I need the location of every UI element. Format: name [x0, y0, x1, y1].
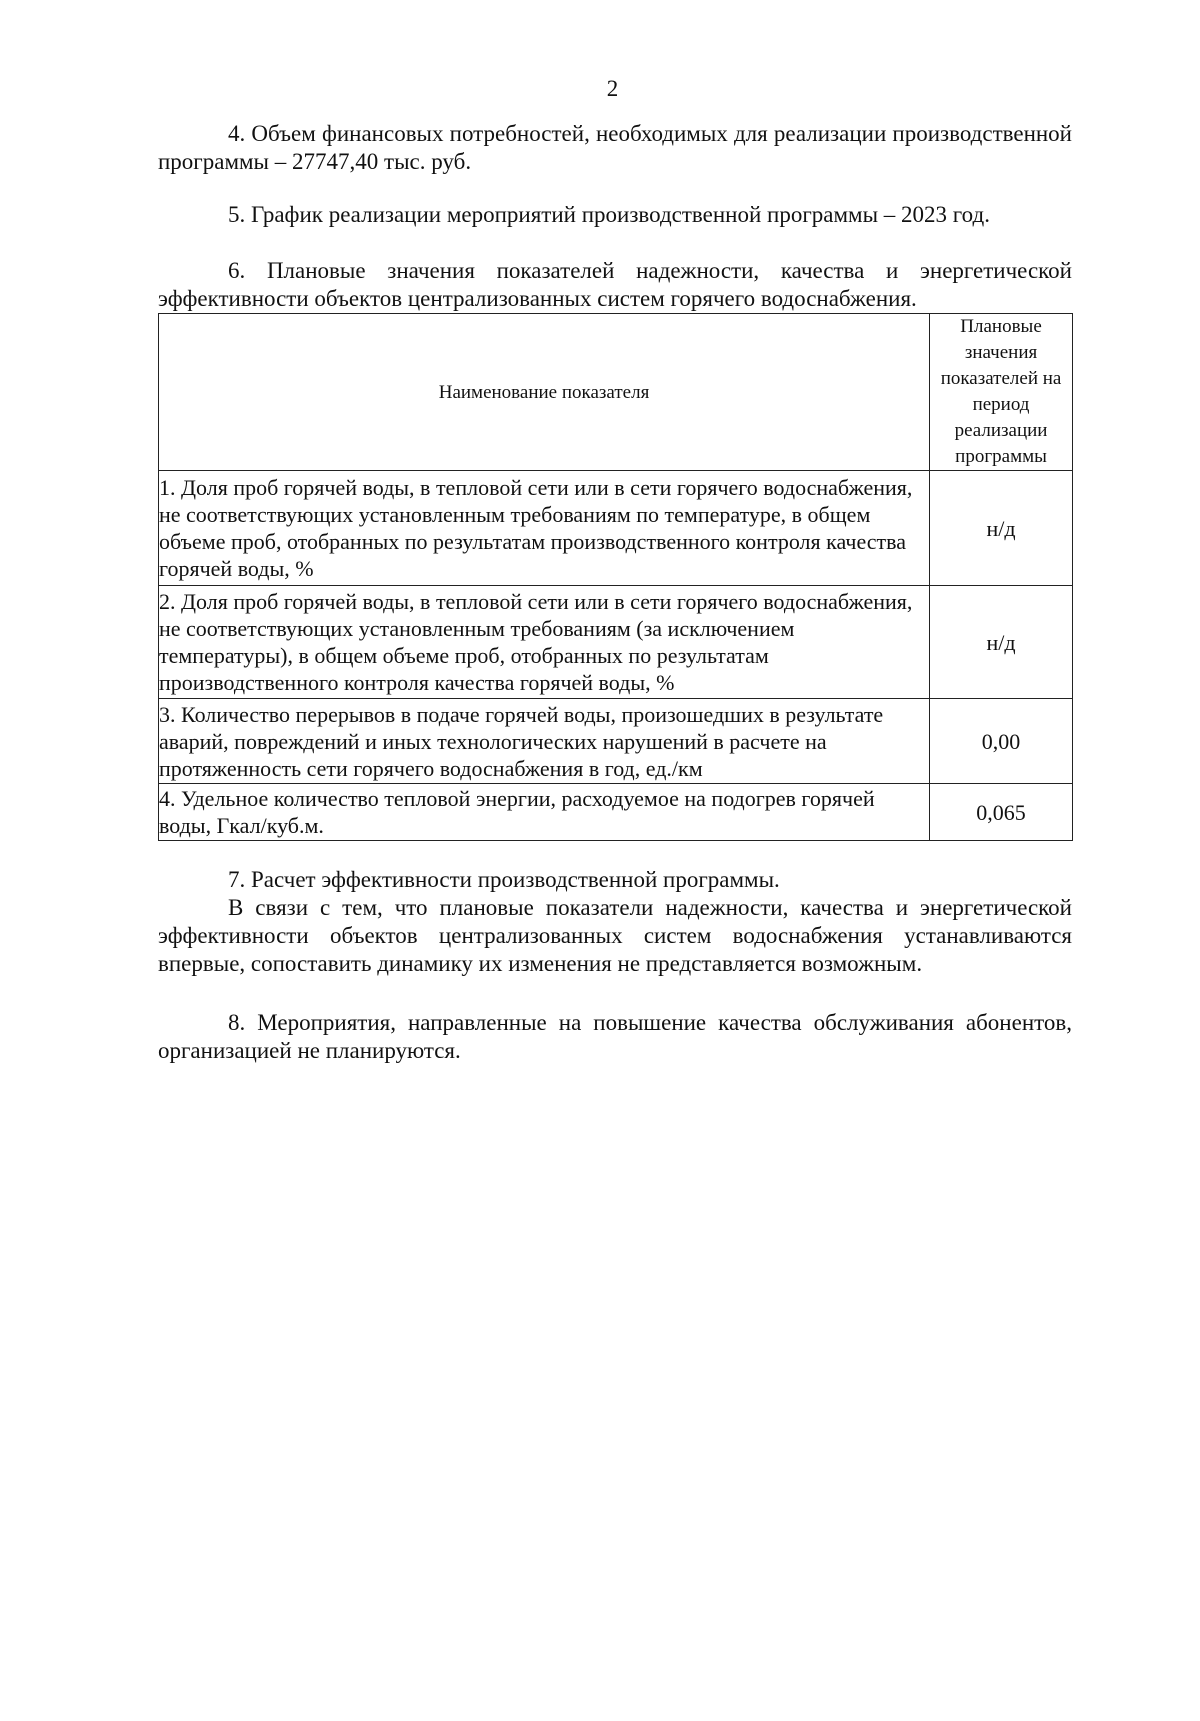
paragraph-schedule: 5. График реализации мероприятий производственной программы – 2023 год.: [228, 202, 990, 227]
table-row: [159, 699, 1073, 784]
paragraph-service-measures: 8. Мероприятия, направленные на повышение качества обслуживания абонентов, организацией не планируются.: [158, 1010, 1072, 1063]
indicator-name-cell: 3. Количество перерывов в подаче горячей воды, произошедших в результате аварий, повреждений и иных технологических нарушений в расчете на протяженность сети горячего водоснабжения в год, ед./км: [159, 699, 930, 784]
table-row: [159, 586, 1073, 699]
indicator-name-cell: 2. Доля проб горячей воды, в тепловой сети или в сети горячего водоснабжения, не соответствующих установленным требованиям (за исключением температуры), в общем объеме проб, отобранных по результатам производственного контроля качества горячей воды, %: [159, 586, 930, 699]
column-header-planned-value: Плановые значения показателей на период реализации программы: [930, 314, 1073, 471]
indicator-value-cell: 0,065: [930, 784, 1073, 841]
table-row: [159, 471, 1073, 586]
indicator-value-cell: н/д: [930, 586, 1073, 699]
indicator-value-cell: 0,00: [930, 699, 1073, 784]
table-header-row: [159, 314, 1073, 471]
paragraph-efficiency-title: 7. Расчет эффективности производственной программы.: [228, 867, 780, 892]
table-row: [159, 784, 1073, 841]
indicator-name-cell: 4. Удельное количество тепловой энергии, расходуемое на подогрев горячей воды, Гкал/куб.м.: [159, 784, 930, 841]
column-header-indicator-name: Наименование показателя: [159, 314, 930, 471]
indicator-name-cell: 1. Доля проб горячей воды, в тепловой сети или в сети горячего водоснабжения, не соответствующих установленным требованиям по температуре, в общем объеме проб, отобранных по результатам производственного контроля качества горячей воды, %: [159, 471, 930, 586]
indicators-table: [158, 313, 1073, 841]
paragraph-planned-values: 6. Плановые значения показателей надежности, качества и энергетической эффективности объектов централизованных систем горячего водоснабжения.: [158, 258, 1072, 311]
page-number: 2: [606, 76, 619, 101]
indicator-value-cell: н/д: [930, 471, 1073, 586]
paragraph-financial-needs: 4. Объем финансовых потребностей, необходимых для реализации производственной программы – 27747,40 тыс. руб.: [158, 121, 1072, 174]
paragraph-efficiency-body: В связи с тем, что плановые показатели надежности, качества и энергетической эффективности объектов централизованных систем водоснабжения устанавливаются впервые, сопоставить динамику их изменения не представляется возможным.: [158, 895, 1072, 976]
